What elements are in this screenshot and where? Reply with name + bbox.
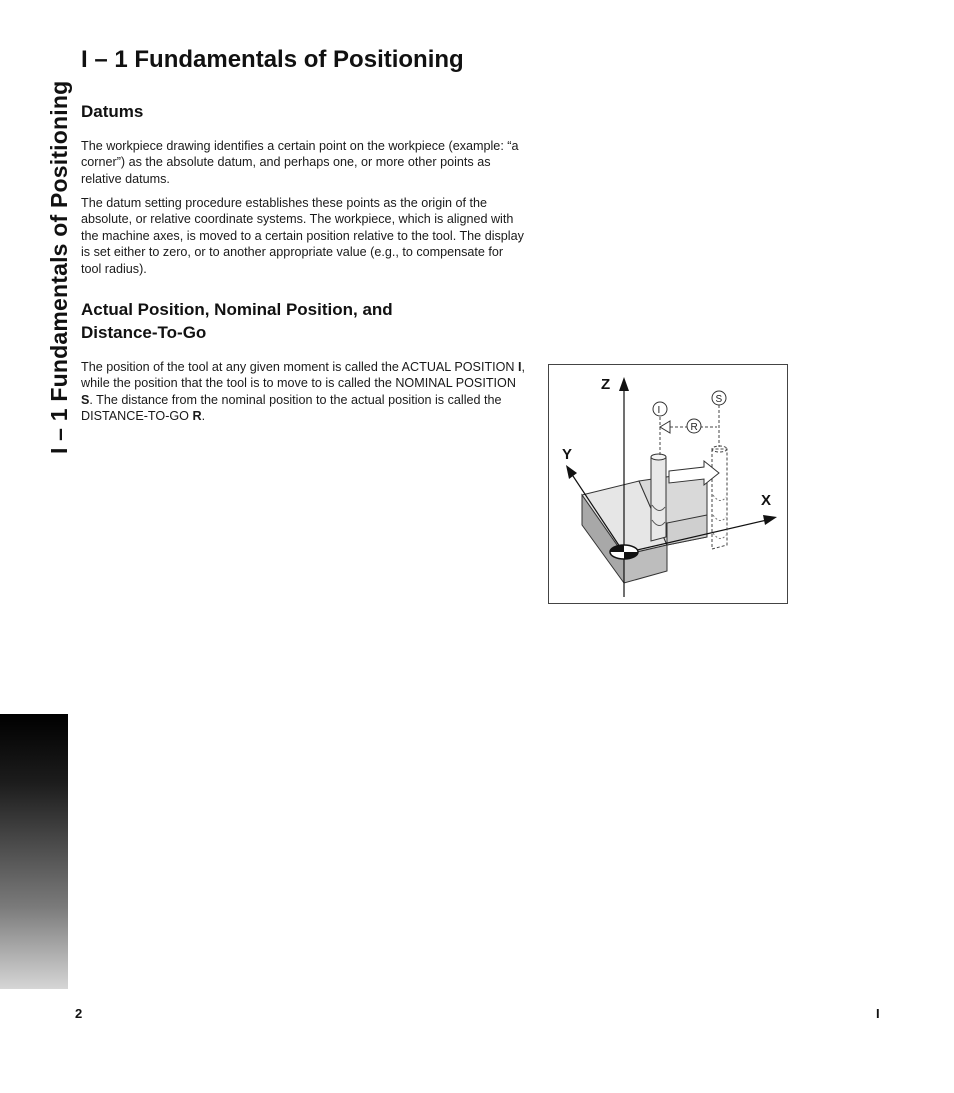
positions-heading-line1: Actual Position, Nominal Position, and [81,300,393,319]
side-chapter-title: I – 1 Fundamentals of Positioning [46,80,72,454]
positioning-diagram [549,365,787,603]
actual-tool [651,457,666,541]
y-axis-arrow [566,465,577,479]
side-chapter-tab [8,48,72,468]
z-axis-arrow [619,377,629,391]
positions-text-c: . The distance from the nominal position to the actual position is called the DISTANCE-TO-GO [81,392,502,424]
x-axis-arrow [763,515,777,525]
x-axis-label: X [761,492,772,509]
positions-heading-line2: Distance-To-Go [81,323,207,342]
positioning-figure [548,364,788,604]
datums-heading: Datums [81,102,144,121]
positions-text-b: , while the position that the tool is to move to is called the NOMINAL POSITION [81,360,526,391]
positions-paragraph [81,359,526,425]
distance-to-go-label: R [690,422,698,433]
page-number: 2 [75,1006,83,1021]
side-gradient-bar [0,714,68,989]
datums-paragraph-2: The datum setting procedure establishes these points as the origin of the absolute, or relative coordinate systems. The workpiece, which is aligned with the machine axes, is moved to a certain position relative to the tool. The display is set either to zero, or to another appropriate value (e.g., to compensate for tool radius). [81,196,524,276]
actual-tool-top [651,454,666,460]
page-title: I – 1 Fundamentals of Positioning [81,46,464,73]
positions-heading [81,298,393,344]
nominal-position-symbol: S [81,392,90,407]
datums-paragraph-1: The workpiece drawing identifies a certain point on the workpiece (example: “a corner”) as the absolute datum, and perhaps one, or more other points as relative datums. [81,139,519,186]
actual-position-label: I [657,405,661,416]
positions-text-d: . [201,409,206,424]
distance-to-go-arrowhead [660,421,670,433]
z-axis-label: Z [601,376,611,393]
distance-to-go-symbol: R [192,409,202,424]
nominal-position-label: S [715,394,723,405]
chapter-marker: I [876,1006,880,1021]
actual-position-symbol: I [518,360,522,374]
y-axis-label: Y [562,446,573,463]
positions-text-a: The position of the tool at any given moment is called the ACTUAL POSITION [81,360,519,374]
